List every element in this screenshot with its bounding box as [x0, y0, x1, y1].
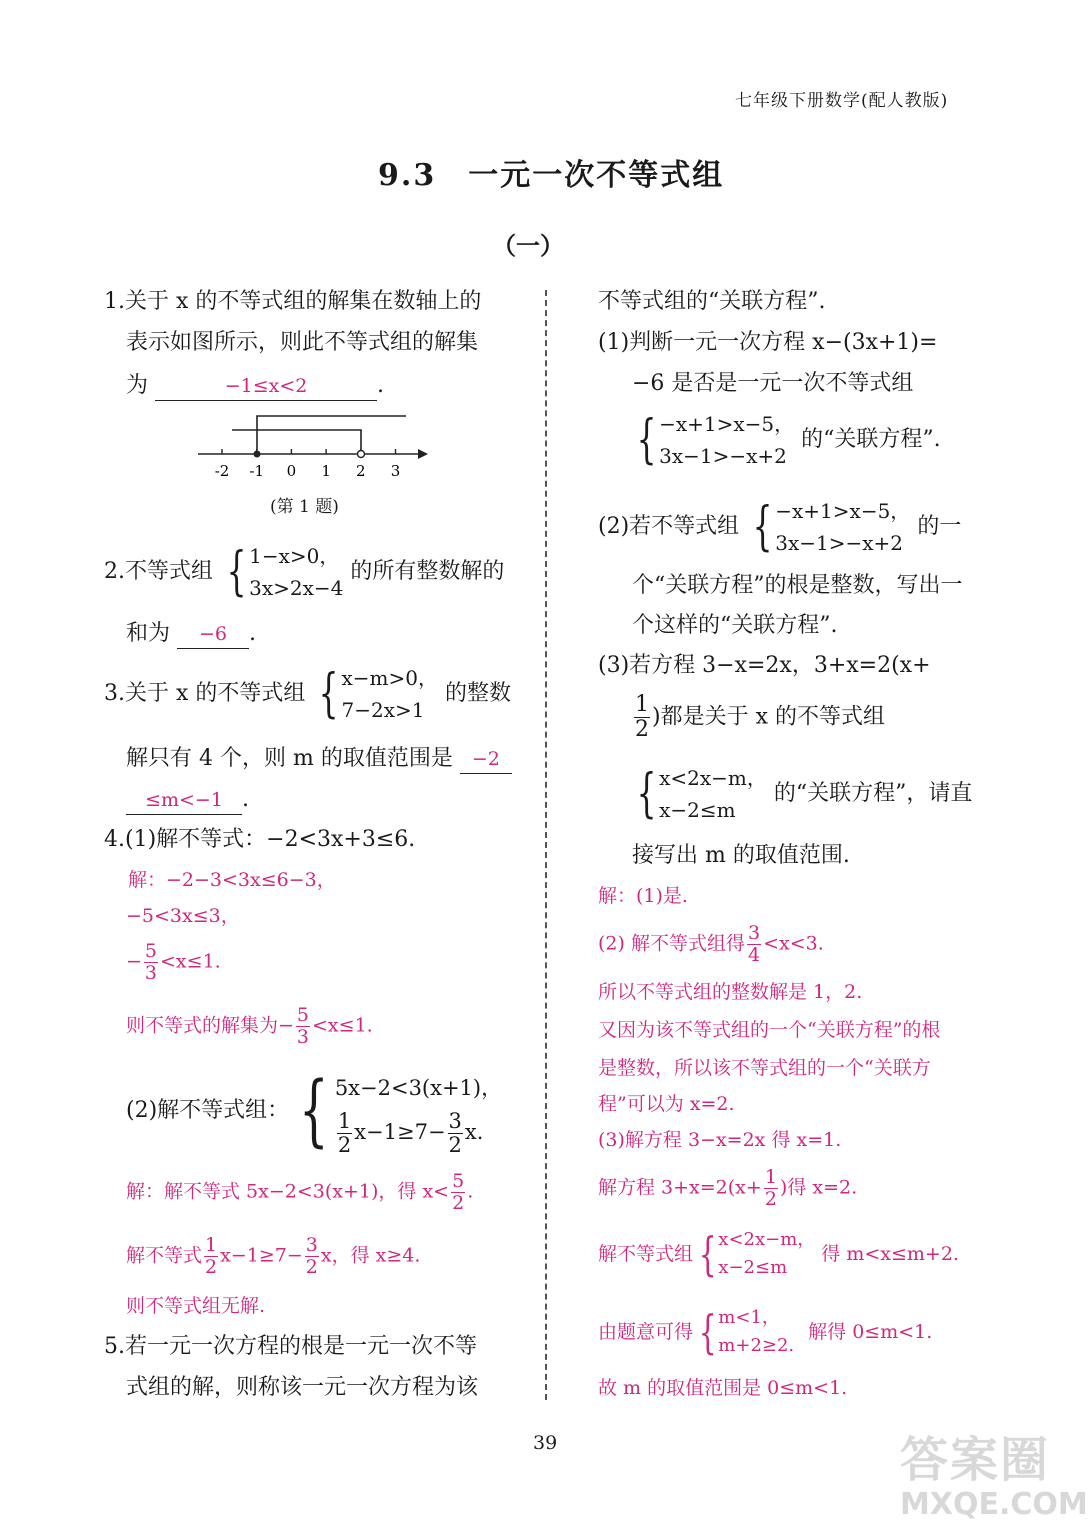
- q2-prefix: 2.不等式组: [104, 559, 213, 584]
- book-header: 七年级下册数学(配人教版): [735, 91, 949, 111]
- q4-a2-line3: 则不等式组无解.: [126, 1295, 266, 1317]
- q3-line1: [104, 662, 511, 726]
- q2-answer: −6: [199, 623, 228, 645]
- q4-a1-frac: $\frac{5}{3}$: [144, 940, 158, 984]
- tick-label: -2: [214, 462, 230, 480]
- q5-p2-line3: 个这样的“关联方程”.: [632, 613, 838, 638]
- q4-a1-line1: 解：−2−3<3x≤6−3，: [128, 869, 336, 891]
- q1-caption: (第 1 题): [270, 497, 339, 517]
- q4-a1-frac-prefix: −: [126, 950, 142, 973]
- q5-line1: 5.若一元一次方程的根是一元一次不等: [104, 1334, 477, 1359]
- q4-p2-sys-line1: 5x−2<3(x+1)，: [334, 1076, 503, 1100]
- q1-line3: 为 −1≤x<2 .: [126, 372, 384, 401]
- q4-a2-line1: 解：解不等式 5x−2<3(x+1)，得 x< $\frac{5}{2}$ .: [126, 1170, 474, 1214]
- q5-ans-l6: 程”可以为 x=2.: [598, 1093, 735, 1115]
- tick-label: 3: [390, 462, 401, 480]
- open-point-2: [358, 451, 365, 458]
- q5-p3-line1: (3)若方程 3−x=2x，3+x=2(x+: [598, 653, 931, 678]
- q2-sys-line1: 1−x>0，: [249, 544, 340, 568]
- tick-label: 0: [286, 462, 297, 480]
- q5-p3-system: { x<2x−m， x−2≤m: [636, 764, 767, 824]
- q1-number-line: [190, 408, 440, 488]
- q5-sys-line2: 3x−1>−x+2: [659, 444, 787, 468]
- q1-answer-blank: [155, 372, 377, 401]
- watermark-logo: [900, 1432, 1088, 1532]
- q5-ans-l9: 解不等式组 { x<2x−m， x−2≤m 得 m<x≤m+2.: [598, 1227, 959, 1281]
- q4-p2-row: (2)解不等式组： { 5x−2<3(x+1)， $\frac{1}{2}$ x−1≥7− $\frac{3}{2}$ x.: [126, 1066, 503, 1157]
- q5-p3-sys-line2: x−2≤m: [659, 798, 736, 822]
- q4-a2-line1-text: 解：解不等式 5x−2<3(x+1)，得 x<: [126, 1180, 450, 1203]
- q2-answer-blank: [177, 620, 249, 649]
- q4-a1-conclusion: [126, 1006, 373, 1047]
- q2-suffix: 的所有整数解的: [350, 559, 505, 584]
- q5-p3-suffix: 的“关联方程”，请直: [773, 781, 973, 806]
- q5-p2-line1: [598, 495, 961, 559]
- q5-ans-l8: 解方程 3+x=2(x+ $\frac{1}{2}$ )得 x=2.: [598, 1166, 858, 1210]
- q2-line2-prefix: 和为: [126, 621, 171, 646]
- q5-ans-l11: 故 m 的取值范围是 0≤m<1.: [598, 1377, 848, 1399]
- q4-a1-end-suffix: <x≤1.: [312, 1014, 373, 1037]
- q5-p2-prefix: (2)若不等式组: [598, 514, 740, 539]
- q3-answer2: ≤m<−1: [145, 789, 223, 811]
- q5-p1-suffix: 的“关联方程”.: [801, 427, 941, 452]
- ray-ge-minus1: [257, 416, 406, 450]
- q5-sys-line1: −x+1>x−5，: [659, 412, 795, 436]
- ray-lt-2: [232, 430, 361, 450]
- q1-answer: −1≤x<2: [224, 375, 308, 397]
- q4-p2-sys-line2: $\frac{1}{2}$ x−1≥7− $\frac{3}{2}$ x.: [337, 1109, 484, 1157]
- watermark-line2: MXQE.COM: [900, 1487, 1088, 1522]
- q5-line3: 不等式组的“关联方程”.: [598, 289, 826, 314]
- q3-answer1-blank: [460, 745, 512, 774]
- q5-p3-line3: [630, 762, 972, 826]
- q4-a2-frac: $\frac{5}{2}$: [452, 1170, 465, 1214]
- q1-line2: 表示如图所示，则此不等式组的解集: [126, 330, 479, 355]
- q3-sys-line1: x−m>0，: [341, 666, 438, 690]
- closed-point-minus1: [254, 451, 261, 458]
- q5-p2-system: { −x+1>x−5， 3x−1>−x+2: [752, 497, 911, 557]
- q5-p3-line2: [632, 694, 885, 741]
- q5-ans-l7: (3)解方程 3−x=2x 得 x=1.: [598, 1129, 842, 1151]
- q4-part2: [126, 1066, 502, 1156]
- watermark-line1: 答案圈: [900, 1432, 1051, 1488]
- axis-arrow: [418, 449, 428, 459]
- q4-a2-line2-prefix: 解不等式: [126, 1244, 203, 1267]
- q5-half-frac: $\frac{1}{2}$: [635, 692, 649, 742]
- q4-a1-end-frac: $\frac{5}{3}$: [296, 1004, 310, 1048]
- q2-line1: [104, 540, 504, 604]
- q3-system: { x−m>0， 7−2x>1: [319, 664, 438, 724]
- q3-prefix: 3.关于 x 的不等式组: [104, 681, 306, 706]
- q4-a1-line3: [126, 942, 221, 983]
- q5-p1-line3: [630, 408, 941, 472]
- q1-line1: 1.关于 x 的不等式组的解集在数轴上的: [104, 289, 482, 314]
- q2-line2: 和为 −6 .: [126, 620, 256, 649]
- q5-p2-suffix: 的一: [917, 514, 962, 539]
- q5-system: { −x+1>x−5， 3x−1>−x+2: [636, 410, 795, 470]
- q5-ans-l1: 解：(1)是.: [598, 885, 688, 907]
- q5-p3-sys-line1: x<2x−m，: [659, 766, 767, 790]
- subsection-title: （一）: [492, 231, 564, 260]
- q3-sys-line2: 7−2x>1: [341, 698, 425, 722]
- q5-ans-frac: $\frac{3}{4}$: [747, 922, 761, 966]
- q5-ans-l3: 所以不等式组的整数解是 1，2.: [598, 981, 863, 1003]
- q3-line2: [126, 745, 512, 774]
- q4-p2-prefix: (2)解不等式组：: [126, 1098, 290, 1123]
- q5-ans-l4: 又因为该不等式组的一个“关联方程”的根: [598, 1019, 941, 1041]
- page-number: 39: [533, 1432, 558, 1454]
- q5-p3-line2-text: )都是关于 x 的不等式组: [652, 704, 885, 730]
- q5-p1-line2: −6 是否是一元一次不等式组: [632, 371, 914, 396]
- column-divider: [545, 290, 547, 1400]
- q5-p2-line2: 个“关联方程”的根是整数，写出一: [632, 573, 963, 598]
- q4-a2-line2: 解不等式 $\frac{1}{2}$ x−1≥7− $\frac{3}{2}$ x，得 x≥4.: [126, 1234, 421, 1278]
- section-title: 9.3 一元一次不等式组: [378, 158, 725, 193]
- q5-p3-line4: 接写出 m 的取值范围.: [632, 843, 850, 868]
- q3-answer2-blank: [126, 786, 242, 815]
- q3-suffix: 的整数: [444, 681, 511, 706]
- q3-line2-text: 解只有 4 个，则 m 的取值范围是: [126, 746, 453, 771]
- q4-a1-end-prefix: 则不等式的解集为−: [126, 1014, 294, 1037]
- tick-label: -1: [249, 462, 265, 480]
- q4-a1-frac-suffix: <x≤1.: [160, 950, 221, 973]
- q3-line3: ≤m<−1 .: [126, 786, 249, 815]
- q3-answer1: −2: [471, 748, 500, 770]
- tick-label: 1: [321, 462, 331, 480]
- q5-ans-l2: (2) 解不等式组得 $\frac{3}{4}$ <x<3.: [598, 922, 824, 966]
- q5-p1-line1: (1)判断一元一次方程 x−(3x+1)=: [598, 330, 938, 355]
- q5-ans-l5: 是整数，所以该不等式组的一个“关联方: [598, 1057, 931, 1079]
- q4-part1: 4.(1)解不等式：−2<3x+3≤6.: [104, 827, 416, 852]
- q5-ans-l10: 由题意可得 { m<1， m+2≥2. 解得 0≤m<1.: [598, 1305, 933, 1359]
- tick-label: 2: [356, 462, 366, 480]
- q2-system: { 1−x>0， 3x>2x−4: [226, 542, 344, 602]
- q5-line2: 式组的解，则称该一元一次方程为该: [126, 1375, 479, 1400]
- q1-prefix: 为: [126, 373, 149, 398]
- q2-sys-line2: 3x>2x−4: [249, 576, 344, 600]
- q4-a1-line2: −5<3x≤3，: [126, 905, 240, 927]
